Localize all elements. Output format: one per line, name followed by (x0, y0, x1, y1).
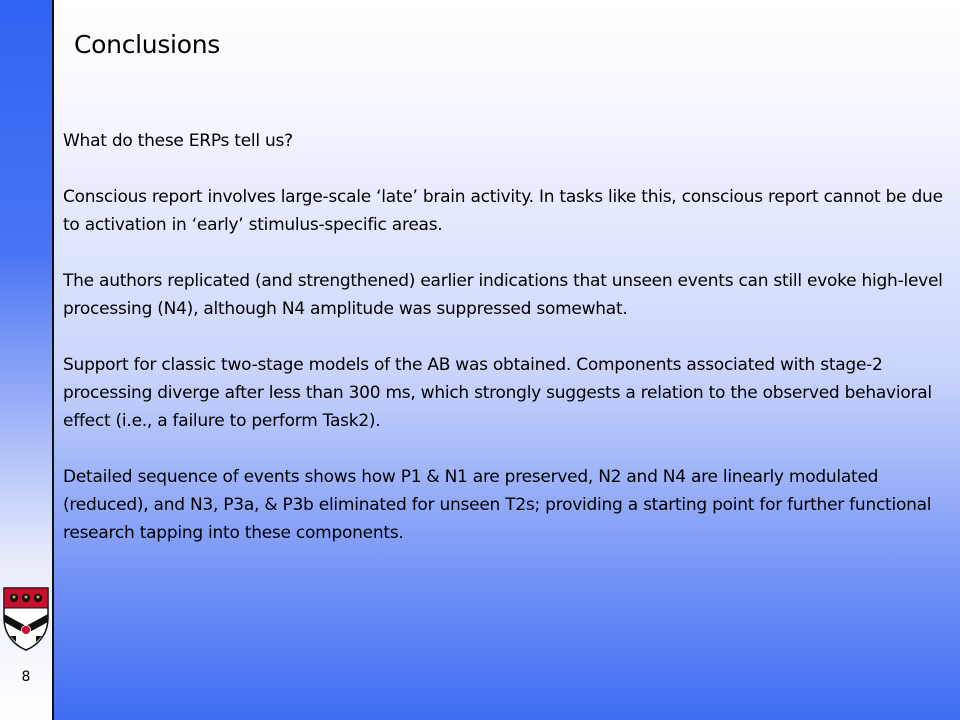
slide-content-area (54, 0, 960, 720)
university-crest-icon (0, 584, 52, 654)
paragraph-conscious-report: Conscious report involves large-scale ‘late’ brain activity. In tasks like this, conscious report cannot be due to activation in ‘early’ stimulus-specific areas. (63, 187, 943, 235)
slide-title: Conclusions (74, 30, 220, 59)
paragraph-two-stage-models: Support for classic two-stage models of the AB was obtained. Components associated with stage-2 processing diverge after less than 300 ms, which strongly suggests a relation to the observed behavioral effect (i.e., a failure to perform Task2). (63, 355, 932, 431)
slide-body (63, 127, 958, 575)
paragraph-question: What do these ERPs tell us? (63, 131, 293, 151)
paragraph-event-sequence: Detailed sequence of events shows how P1 & N1 are preserved, N2 and N4 are linearly modulated (reduced), and N3, P3a, & P3b eliminated for unseen T2s; providing a starting point for further functional research tapping into these components. (63, 467, 932, 543)
paragraph-replication: The authors replicated (and strengthened) earlier indications that unseen events can still evoke high-level processing (N4), although N4 amplitude was suppressed somewhat. (63, 271, 943, 319)
page-number: 8 (21, 669, 31, 685)
left-sidebar (0, 0, 54, 720)
